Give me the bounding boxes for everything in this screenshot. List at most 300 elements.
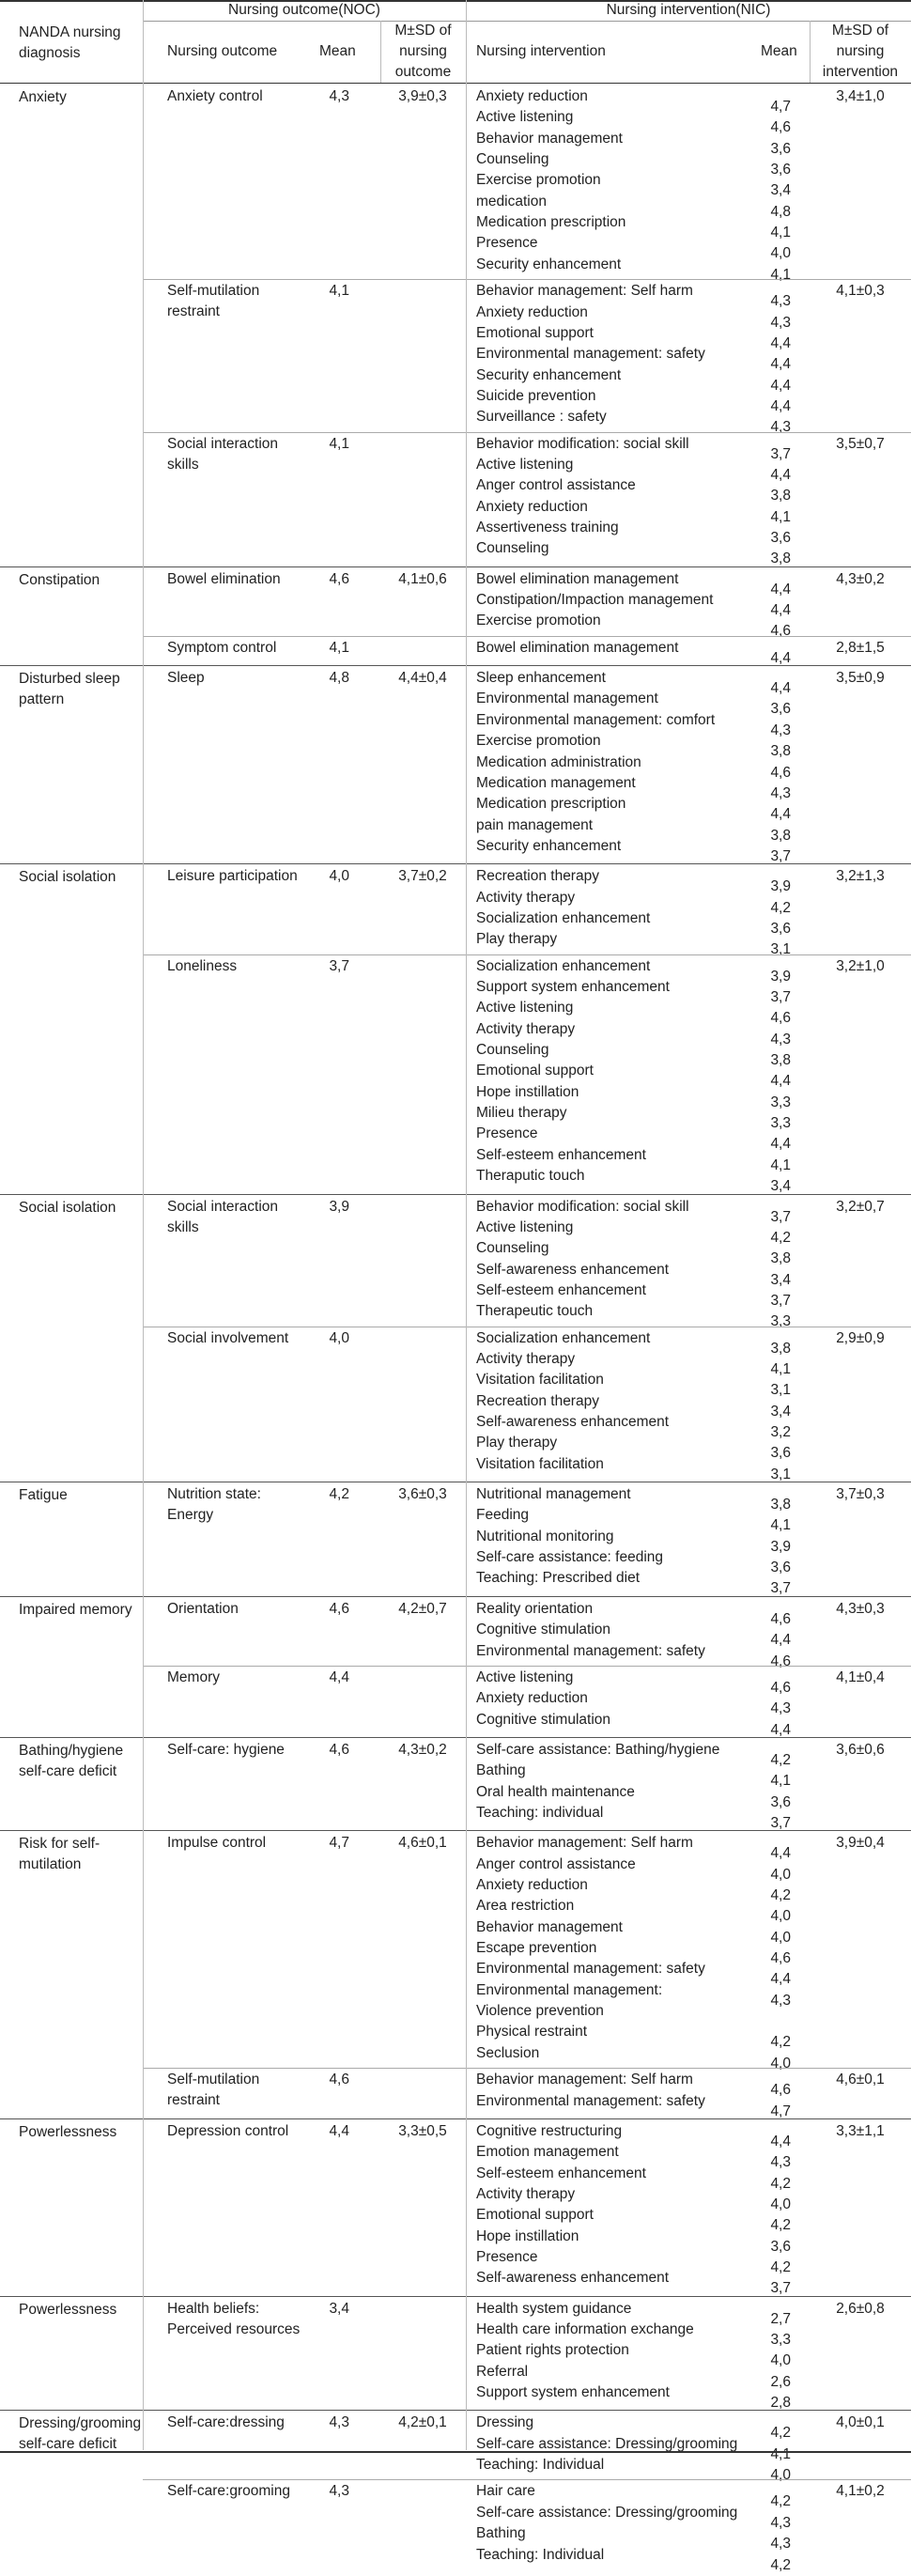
intervention-msd-cell: 4,1±0,2 xyxy=(836,2483,885,2500)
intervention-name-cell: Emotional support xyxy=(476,2207,594,2224)
outcome-divider xyxy=(143,279,911,280)
diagnosis-cell: Fatigue xyxy=(19,1487,68,1504)
intervention-mean-cell: 4,1 xyxy=(770,1156,791,1173)
intervention-mean-cell: 4,6 xyxy=(770,623,791,640)
intervention-name-cell: Counseling xyxy=(476,1042,549,1059)
intervention-name-cell: Exercise promotion xyxy=(476,172,601,189)
column-divider xyxy=(143,566,144,665)
intervention-mean-cell: 4,2 xyxy=(770,2034,791,2051)
diagnosis-divider xyxy=(0,566,911,567)
intervention-mean-cell: 4,1 xyxy=(770,1773,791,1790)
intervention-name-cell: Behavior management: Self harm xyxy=(476,1835,693,1852)
intervention-mean-cell: 3,6 xyxy=(770,920,791,937)
outcome-mean-cell: 4,1 xyxy=(329,283,349,300)
outcome-name-cell: Self-care:dressing xyxy=(167,2414,285,2431)
outcome-mean-cell: 4,3 xyxy=(329,88,349,104)
intervention-mean-cell: 4,4 xyxy=(770,581,791,597)
intervention-name-cell: Environmental management: safety xyxy=(476,1642,705,1659)
intervention-mean-cell: 4,2 xyxy=(770,2258,791,2275)
intervention-mean-cell: 4,3 xyxy=(770,2154,791,2171)
intervention-name-cell: Bowel elimination management xyxy=(476,639,679,656)
diagnosis-divider xyxy=(0,1737,911,1738)
intervention-mean-cell: 4,2 xyxy=(770,2493,791,2510)
intervention-msd-cell: 3,5±0,7 xyxy=(836,435,885,452)
intervention-column-header: Nursing intervention xyxy=(476,43,606,59)
intervention-name-cell: Counseling xyxy=(476,1240,549,1257)
diagnosis-divider xyxy=(0,1830,911,1831)
intervention-mean-cell: 3,6 xyxy=(770,2238,791,2255)
outcome-column-header: Nursing outcome xyxy=(167,43,278,59)
outcome-mean-cell: 4,7 xyxy=(329,1835,349,1852)
intervention-name-cell: Counseling xyxy=(476,540,549,557)
intervention-name-cell: Self-esteem enhancement xyxy=(476,1146,646,1163)
intervention-name-cell: Teaching: Prescribed diet xyxy=(476,1570,641,1587)
intervention-mean-cell: 2,7 xyxy=(770,2310,791,2327)
column-divider xyxy=(143,1829,144,2118)
intervention-mean-cell: 4,2 xyxy=(770,2217,791,2234)
intervention-msd-cell: 3,2±0,7 xyxy=(836,1198,885,1215)
intervention-name-cell: Suicide prevention xyxy=(476,387,596,404)
intervention-name-cell: Teaching: Individual xyxy=(476,2546,605,2563)
intervention-name-cell: Area restriction xyxy=(476,1898,575,1915)
intervention-name-cell: Security enhancement xyxy=(476,256,622,272)
intervention-mean-cell: 3,8 xyxy=(770,1497,791,1513)
intervention-mean-cell: 4,2 xyxy=(770,2425,791,2442)
diagnosis-divider xyxy=(0,665,911,666)
intervention-mean-cell: 3,4 xyxy=(770,182,791,199)
intervention-name-cell: Behavior management: Self harm xyxy=(476,283,693,300)
column-divider xyxy=(143,862,144,1193)
intervention-mean-cell: 4,2 xyxy=(770,1887,791,1903)
outcome-mean-header: Mean xyxy=(319,43,356,59)
intervention-name-cell: Self-care assistance: Dressing/grooming xyxy=(476,2435,738,2452)
intervention-mean-cell: 4,0 xyxy=(770,2055,791,2072)
noc-group-header: Nursing outcome(NOC) xyxy=(228,2,380,18)
intervention-mean-cell: 4,2 xyxy=(770,1751,791,1768)
outcome-name-cell: Memory xyxy=(167,1668,220,1685)
intervention-mean-cell: 4,4 xyxy=(770,602,791,619)
intervention-mean-cell: 4,4 xyxy=(770,806,791,823)
column-divider xyxy=(143,1595,144,1737)
intervention-name-cell: Nutritional monitoring xyxy=(476,1528,614,1544)
intervention-mean-cell: 4,4 xyxy=(770,2133,791,2149)
intervention-name-cell: Activity therapy xyxy=(476,2185,576,2202)
intervention-name-cell: Nutritional management xyxy=(476,1486,631,1503)
diagnosis-cell: Dressing/grooming self-care deficit xyxy=(19,2415,142,2453)
intervention-mean-cell: 3,7 xyxy=(770,1580,791,1597)
intervention-msd-cell: 3,7±0,3 xyxy=(836,1486,885,1503)
intervention-mean-cell: 4,4 xyxy=(770,1845,791,1862)
intervention-msd-cell: 3,9±0,4 xyxy=(836,1835,885,1852)
intervention-name-cell: Sleep enhancement xyxy=(476,670,606,687)
intervention-mean-cell: 3,7 xyxy=(770,847,791,864)
intervention-name-cell: Physical restraint xyxy=(476,2024,588,2041)
column-divider xyxy=(466,1595,467,1737)
intervention-mean-cell: 4,4 xyxy=(770,356,791,373)
intervention-mean-cell: 4,1 xyxy=(770,1517,791,1534)
outcome-msd-cell: 3,3±0,5 xyxy=(398,2122,447,2139)
intervention-name-cell: Constipation/Impaction management xyxy=(476,592,714,609)
intervention-name-cell: Environmental management: safety xyxy=(476,1961,705,1978)
nic-group-header: Nursing intervention(NIC) xyxy=(606,2,771,18)
intervention-mean-cell: 4,6 xyxy=(770,2082,791,2099)
intervention-mean-cell: 4,6 xyxy=(770,119,791,136)
intervention-name-cell: Anger control assistance xyxy=(476,477,636,494)
intervention-name-cell: Exercise promotion xyxy=(476,613,601,629)
intervention-name-cell: Self-awareness enhancement xyxy=(476,2270,670,2287)
intervention-mean-cell: 4,6 xyxy=(770,1653,791,1669)
intervention-name-cell: Theraputic touch xyxy=(476,1168,585,1185)
column-divider xyxy=(466,2409,467,2450)
intervention-name-cell: Reality orientation xyxy=(476,1600,594,1617)
outcome-mean-cell: 4,0 xyxy=(329,1329,349,1346)
outcome-msd-cell: 3,9±0,3 xyxy=(398,88,447,104)
column-divider xyxy=(466,1736,467,1830)
intervention-mean-cell: 4,3 xyxy=(770,1992,791,2009)
intervention-name-cell: Exercise promotion xyxy=(476,733,601,750)
intervention-name-cell: Active listening xyxy=(476,456,574,473)
intervention-mean-cell: 4,3 xyxy=(770,1700,791,1717)
outcome-msd-cell: 4,4±0,4 xyxy=(398,670,447,687)
intervention-name-cell: Socialization enhancement xyxy=(476,1329,651,1346)
intervention-name-cell: Self-care assistance: Bathing/hygiene xyxy=(476,1741,720,1758)
column-divider xyxy=(466,862,467,1193)
outcome-name-cell: Self-care: hygiene xyxy=(167,1741,285,1758)
outcome-mean-cell: 3,7 xyxy=(329,957,349,974)
intervention-msd-cell: 4,3±0,3 xyxy=(836,1600,885,1617)
intervention-mean-cell: 3,6 xyxy=(770,162,791,178)
intervention-name-cell: Seclusion xyxy=(476,2044,540,2061)
intervention-mean-cell: 4,3 xyxy=(770,1031,791,1047)
intervention-mean-cell: 3,4 xyxy=(770,1403,791,1420)
outcome-name-cell: Social interaction skills xyxy=(167,435,279,473)
diagnosis-cell: Powerlessness xyxy=(19,2123,117,2140)
intervention-msd-cell: 4,1±0,3 xyxy=(836,283,885,300)
outcome-mean-cell: 4,2 xyxy=(329,1486,349,1503)
intervention-mean-cell: 4,4 xyxy=(770,377,791,394)
column-divider xyxy=(143,83,144,566)
diagnosis-cell: Impaired memory xyxy=(19,1601,132,1618)
outcome-name-cell: Symptom control xyxy=(167,639,277,656)
intervention-name-cell: pain management xyxy=(476,816,594,833)
outcome-msd-cell: 4,3±0,2 xyxy=(398,1741,447,1758)
header-column-divider xyxy=(466,0,467,83)
intervention-mean-cell: 4,0 xyxy=(770,1908,791,1925)
diagnosis-cell: Disturbed sleep pattern xyxy=(19,671,120,708)
intervention-mean-cell: 4,7 xyxy=(770,99,791,115)
intervention-name-cell: Violence prevention xyxy=(476,2003,604,2020)
intervention-name-cell: Teaching: individual xyxy=(476,1804,604,1821)
intervention-mean-cell: 3,8 xyxy=(770,1340,791,1357)
intervention-mean-cell: 3,7 xyxy=(770,1814,791,1831)
diagnosis-divider xyxy=(0,1194,911,1195)
intervention-name-cell: Environmental management: xyxy=(476,1981,663,1998)
column-divider xyxy=(466,664,467,863)
diagnosis-cell: Constipation xyxy=(19,571,100,588)
outcome-name-cell: Anxiety control xyxy=(167,88,263,104)
intervention-msd-cell: 2,8±1,5 xyxy=(836,639,885,656)
intervention-name-cell: Anger control assistance xyxy=(476,1855,636,1872)
header-column-divider xyxy=(380,21,381,83)
intervention-mean-cell: 4,0 xyxy=(770,1929,791,1946)
intervention-name-cell: Bathing xyxy=(476,1762,526,1779)
intervention-mean-cell: 4,4 xyxy=(770,334,791,351)
intervention-name-cell: Patient rights protection xyxy=(476,2342,629,2359)
diagnosis-cell: Social isolation xyxy=(19,869,116,886)
intervention-name-cell: Presence xyxy=(476,235,538,252)
intervention-name-cell: Anxiety reduction xyxy=(476,1690,588,1707)
intervention-mean-cell: 4,0 xyxy=(770,245,791,262)
intervention-mean-cell: 3,4 xyxy=(770,1271,791,1288)
header-bottom-rule xyxy=(0,83,911,84)
intervention-name-cell: Anxiety reduction xyxy=(476,498,588,515)
diagnosis-divider xyxy=(0,2410,911,2411)
outcome-mean-cell: 4,0 xyxy=(329,868,349,885)
intervention-mean-cell: 3,2 xyxy=(770,1424,791,1440)
intervention-mean-cell: 3,6 xyxy=(770,140,791,157)
intervention-mean-cell: 4,0 xyxy=(770,1866,791,1883)
intervention-mean-cell: 3,6 xyxy=(770,1793,791,1810)
intervention-mean-cell: 4,4 xyxy=(770,649,791,666)
intervention-name-cell: Self-esteem enhancement xyxy=(476,2165,646,2181)
outcome-divider xyxy=(143,2479,911,2480)
intervention-mean-cell: 4,1 xyxy=(770,508,791,525)
outcome-msd-cell: 3,7±0,2 xyxy=(398,868,447,885)
intervention-mean-cell: 4,7 xyxy=(770,2103,791,2119)
column-divider xyxy=(143,1736,144,1830)
intervention-msd-cell: 4,6±0,1 xyxy=(836,2072,885,2088)
intervention-name-cell: Anxiety reduction xyxy=(476,303,588,320)
outcome-mean-cell: 3,4 xyxy=(329,2300,349,2317)
intervention-name-cell: Surveillance : safety xyxy=(476,409,607,426)
column-divider xyxy=(466,1481,467,1596)
intervention-msd-cell: 3,5±0,9 xyxy=(836,670,885,687)
intervention-mean-cell: 4,6 xyxy=(770,1610,791,1627)
intervention-mean-cell: 4,6 xyxy=(770,1950,791,1967)
intervention-mean-cell: 2,8 xyxy=(770,2395,791,2412)
outcome-name-cell: Self-care:grooming xyxy=(167,2483,290,2500)
intervention-mean-cell: 3,8 xyxy=(770,1052,791,1069)
intervention-name-cell: Emotional support xyxy=(476,324,594,341)
intervention-mean-cell: 4,3 xyxy=(770,314,791,331)
column-divider xyxy=(466,83,467,566)
intervention-mean-cell: 4,1 xyxy=(770,2445,791,2462)
diagnosis-divider xyxy=(0,2296,911,2297)
outcome-name-cell: Social interaction skills xyxy=(167,1198,279,1235)
outcome-mean-cell: 4,1 xyxy=(329,435,349,452)
intervention-mean-cell: 4,2 xyxy=(770,2556,791,2573)
intervention-mean-cell: 4,2 xyxy=(770,1229,791,1246)
intervention-name-cell: Security enhancement xyxy=(476,366,622,383)
intervention-mean-cell: 4,3 xyxy=(770,2514,791,2531)
outcome-divider xyxy=(143,954,911,955)
intervention-mean-cell: 3,8 xyxy=(770,1250,791,1267)
intervention-name-cell: Activity therapy xyxy=(476,1350,576,1367)
intervention-name-cell: Milieu therapy xyxy=(476,1105,567,1122)
column-divider xyxy=(466,1193,467,1482)
outcome-divider xyxy=(143,2068,911,2069)
intervention-name-cell: Recreation therapy xyxy=(476,868,599,885)
intervention-mean-cell: 4,1 xyxy=(770,225,791,241)
intervention-mean-cell: 4,4 xyxy=(770,1971,791,1988)
intervention-msd-cell: 4,1±0,4 xyxy=(836,1668,885,1685)
diagnosis-cell: Risk for self-mutilation xyxy=(19,1836,100,1873)
intervention-mean-cell: 3,3 xyxy=(770,1313,791,1330)
intervention-name-cell: Behavior modification: social skill xyxy=(476,1198,689,1215)
column-divider xyxy=(466,2118,467,2296)
intervention-mean-cell: 4,3 xyxy=(770,293,791,310)
intervention-name-cell: Cognitive stimulation xyxy=(476,1711,611,1728)
outcome-name-cell: Nutrition state: Energy xyxy=(167,1486,261,1524)
intervention-mean-cell: 2,6 xyxy=(770,2373,791,2390)
intervention-name-cell: Active listening xyxy=(476,1218,574,1235)
intervention-mean-cell: 3,6 xyxy=(770,1560,791,1576)
intervention-msd-header: M±SD of nursing intervention xyxy=(822,23,899,80)
intervention-name-cell: Hope instillation xyxy=(476,1083,579,1100)
intervention-mean-cell: 4,2 xyxy=(770,899,791,916)
intervention-name-cell: Medication management xyxy=(476,774,636,791)
intervention-name-cell: Dressing xyxy=(476,2414,534,2431)
intervention-name-cell: Visitation facilitation xyxy=(476,1455,604,1472)
intervention-msd-cell: 4,3±0,2 xyxy=(836,570,885,587)
diagnosis-cell: Bathing/hygiene self-care deficit xyxy=(19,1742,124,1779)
intervention-name-cell: Support system enhancement xyxy=(476,2384,670,2401)
intervention-mean-cell: 4,6 xyxy=(770,764,791,781)
outcome-msd-cell: 4,1±0,6 xyxy=(398,570,447,587)
intervention-name-cell: Bowel elimination management xyxy=(476,570,679,587)
intervention-mean-cell: 4,3 xyxy=(770,2536,791,2553)
intervention-name-cell: Medication prescription xyxy=(476,796,626,813)
intervention-mean-cell: 3,3 xyxy=(770,2332,791,2348)
intervention-name-cell: Behavior management xyxy=(476,1918,623,1935)
diagnosis-divider xyxy=(0,2118,911,2119)
column-divider xyxy=(143,2409,144,2450)
intervention-msd-cell: 2,9±0,9 xyxy=(836,1329,885,1346)
diagnosis-divider xyxy=(0,1596,911,1597)
intervention-name-cell: Emotion management xyxy=(476,2144,619,2161)
intervention-mean-header: Mean xyxy=(761,43,797,59)
intervention-mean-cell: 3,8 xyxy=(770,827,791,844)
outcome-mean-cell: 4,4 xyxy=(329,2122,349,2139)
intervention-name-cell: Behavior modification: social skill xyxy=(476,435,689,452)
intervention-mean-cell: 4,4 xyxy=(770,1721,791,1738)
intervention-name-cell: Referral xyxy=(476,2363,529,2380)
diagnosis-cell: Powerlessness xyxy=(19,2301,117,2318)
intervention-name-cell: Escape prevention xyxy=(476,1940,597,1957)
intervention-msd-cell: 3,6±0,6 xyxy=(836,1741,885,1758)
outcome-mean-cell: 3,9 xyxy=(329,1198,349,1215)
intervention-mean-cell: 3,8 xyxy=(770,743,791,760)
intervention-name-cell: Visitation facilitation xyxy=(476,1372,604,1389)
intervention-name-cell: Play therapy xyxy=(476,931,558,948)
intervention-name-cell: Self-care assistance: Dressing/grooming xyxy=(476,2504,738,2521)
intervention-mean-cell: 4,3 xyxy=(770,419,791,436)
intervention-msd-cell: 4,0±0,1 xyxy=(836,2414,885,2431)
intervention-name-cell: Therapeutic touch xyxy=(476,1303,594,1320)
intervention-name-cell: Cognitive restructuring xyxy=(476,2122,623,2139)
intervention-mean-cell: 3,9 xyxy=(770,1538,791,1555)
intervention-mean-cell: 3,3 xyxy=(770,1094,791,1110)
intervention-mean-cell: 4,0 xyxy=(770,2196,791,2212)
outcome-mean-cell: 4,6 xyxy=(329,570,349,587)
intervention-name-cell: Behavior management: Self harm xyxy=(476,2072,693,2088)
intervention-name-cell: Environmental management: comfort xyxy=(476,711,716,728)
intervention-mean-cell: 4,6 xyxy=(770,1010,791,1027)
intervention-name-cell: Self-awareness enhancement xyxy=(476,1414,670,1430)
intervention-mean-cell: 3,9 xyxy=(770,968,791,985)
intervention-mean-cell: 4,4 xyxy=(770,1136,791,1153)
header-column-divider xyxy=(810,21,811,83)
intervention-name-cell: Socialization enhancement xyxy=(476,957,651,974)
outcome-name-cell: Impulse control xyxy=(167,1835,267,1852)
outcome-name-cell: Depression control xyxy=(167,2122,289,2139)
column-divider xyxy=(466,1829,467,2118)
header-column-divider xyxy=(143,0,144,83)
outcome-name-cell: Self-mutilation restraint xyxy=(167,283,260,320)
outcome-divider xyxy=(143,432,911,433)
intervention-name-cell: Play therapy xyxy=(476,1435,558,1451)
outcome-name-cell: Self-mutilation restraint xyxy=(167,2072,260,2109)
intervention-name-cell: Security enhancement xyxy=(476,837,622,854)
intervention-mean-cell: 3,6 xyxy=(770,530,791,546)
outcome-name-cell: Health beliefs: Perceived resources xyxy=(167,2300,301,2337)
intervention-mean-cell: 3,7 xyxy=(770,1292,791,1309)
outcome-divider xyxy=(143,636,911,637)
intervention-mean-cell: 4,3 xyxy=(770,722,791,738)
intervention-name-cell: Hair care xyxy=(476,2483,535,2500)
intervention-mean-cell: 4,4 xyxy=(770,397,791,414)
intervention-mean-cell: 4,8 xyxy=(770,203,791,220)
intervention-name-cell: Self-esteem enhancement xyxy=(476,1281,646,1298)
intervention-name-cell: Activity therapy xyxy=(476,889,576,906)
intervention-name-cell: Cognitive stimulation xyxy=(476,1622,611,1638)
column-divider xyxy=(143,1481,144,1596)
intervention-mean-cell: 4,3 xyxy=(770,784,791,801)
intervention-mean-cell: 3,1 xyxy=(770,941,791,958)
intervention-name-cell: Health care information exchange xyxy=(476,2321,694,2337)
intervention-mean-cell: 4,4 xyxy=(770,680,791,697)
intervention-mean-cell: 3,7 xyxy=(770,445,791,462)
intervention-mean-cell: 3,6 xyxy=(770,1445,791,1462)
intervention-msd-cell: 3,4±1,0 xyxy=(836,88,885,104)
intervention-name-cell: Active listening xyxy=(476,1668,574,1685)
intervention-mean-cell: 4,1 xyxy=(770,266,791,283)
intervention-mean-cell: 3,8 xyxy=(770,488,791,504)
intervention-msd-cell: 3,2±1,0 xyxy=(836,957,885,974)
intervention-name-cell: Anxiety reduction xyxy=(476,1877,588,1893)
intervention-mean-cell: 3,4 xyxy=(770,1178,791,1195)
intervention-mean-cell: 3,7 xyxy=(770,2280,791,2297)
intervention-name-cell: Socialization enhancement xyxy=(476,909,651,926)
intervention-name-cell: Medication prescription xyxy=(476,214,626,231)
outcome-msd-cell: 3,6±0,3 xyxy=(398,1486,447,1503)
intervention-mean-cell: 3,6 xyxy=(770,701,791,718)
intervention-name-cell: Feeding xyxy=(476,1507,530,1524)
outcome-mean-cell: 4,1 xyxy=(329,639,349,656)
intervention-name-cell: Presence xyxy=(476,2248,538,2265)
intervention-name-cell: Medication administration xyxy=(476,753,641,770)
diagnosis-cell: Anxiety xyxy=(19,89,67,105)
outcome-mean-cell: 4,3 xyxy=(329,2414,349,2431)
intervention-name-cell: Support system enhancement xyxy=(476,979,670,995)
outcome-name-cell: Social involvement xyxy=(167,1329,289,1346)
diagnosis-column-header: NANDA nursing diagnosis xyxy=(19,24,121,61)
diagnosis-cell: Social isolation xyxy=(19,1199,116,1216)
group-header-rule xyxy=(143,21,911,22)
intervention-name-cell: Behavior management xyxy=(476,130,623,147)
intervention-mean-cell: 4,2 xyxy=(770,2175,791,2192)
column-divider xyxy=(143,2295,144,2411)
